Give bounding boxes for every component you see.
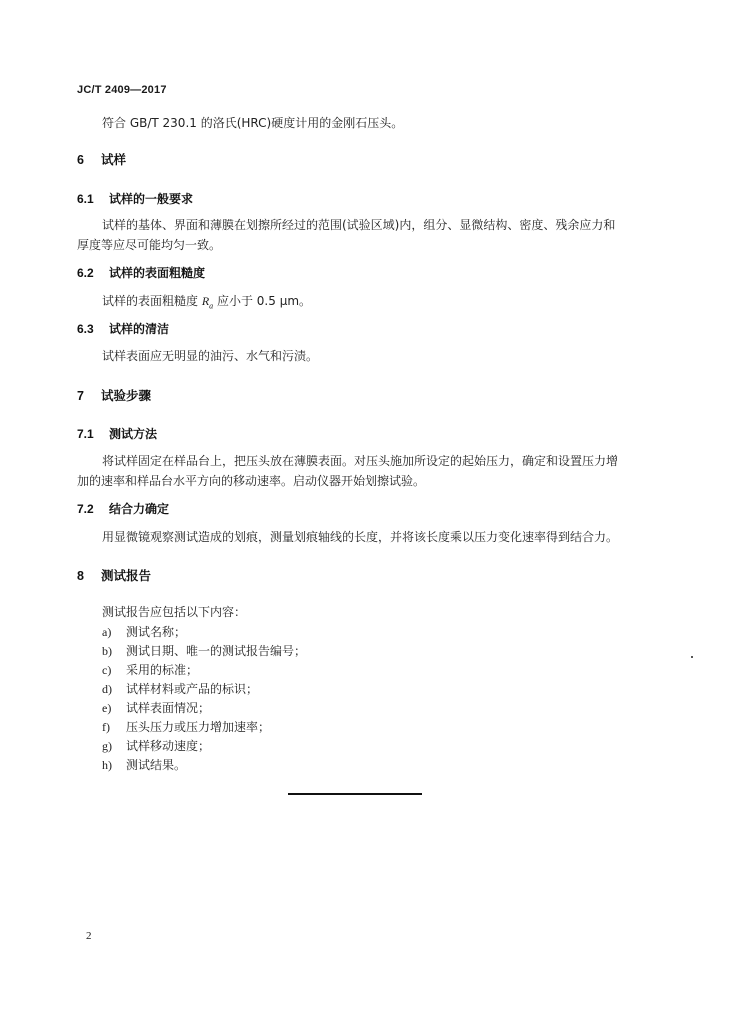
section-number: 7 [77,389,84,403]
section-6-1-text-line-1: 试样的基体、界面和薄膜在划擦所经过的范围(试验区域)内，组分、显微结构、密度、残余应力和 [102,218,616,232]
list-item-text: 测试结果。 [126,758,187,772]
roughness-text-pre: 试样的表面粗糙度 [102,294,202,308]
list-item-text: 压头压力或压力增加速率； [126,720,271,734]
section-6-2-heading [77,264,205,281]
roughness-text-post: 应小于 0.5 μm。 [213,294,312,308]
list-item-text: 测试名称； [126,625,187,639]
section-number: 6 [77,153,84,167]
list-item-label: d) [102,682,112,696]
list-item [102,736,210,756]
section-6-1-text-line-2: 厚度等应尽可能均匀一致。 [77,238,222,252]
section-7-1-text-line-2: 加的速率和样品台水平方向的移动速率。启动仪器开始划擦试验。 [77,474,426,488]
list-item-label: g) [102,739,112,753]
section-6-3-text: 试样表面应无明显的油污、水气和污渍。 [102,349,319,363]
ra-symbol: R [201,294,210,308]
section-6-2-text [102,291,311,316]
section-title: 试样的一般要求 [109,192,194,206]
section-title: 测试报告 [101,568,152,583]
list-item [102,622,186,642]
list-item [102,717,270,737]
section-number: 6.3 [77,322,94,336]
list-item-text: 试样表面情况； [126,701,211,715]
section-6-3-heading [77,320,169,337]
section-number: 6.2 [77,266,94,280]
list-item-label: a) [102,625,112,639]
intro-line: 符合 GB/T 230.1 的洛氏(HRC)硬度计用的金刚石压头。 [102,116,404,130]
list-item-text: 测试日期、唯一的测试报告编号； [126,644,307,658]
list-item-text: 采用的标准； [126,663,199,677]
list-item-label: e) [102,701,112,715]
list-item [102,641,306,661]
section-7-heading [77,386,151,404]
section-number: 7.2 [77,502,94,516]
section-title: 测试方法 [109,427,158,441]
section-number: 8 [77,569,84,583]
section-8-intro: 测试报告应包括以下内容： [102,605,247,619]
section-7-2-heading [77,500,169,517]
section-7-2-text: 用显微镜观察测试造成的划痕，测量划痕轴线的长度，并将该长度乘以压力变化速率得到结合力。 [102,530,619,544]
page-number: 2 [86,930,92,942]
list-item [102,755,186,775]
list-item [102,698,210,718]
list-item-label: b) [102,644,112,658]
document-header: JC/T 2409—2017 [77,84,167,96]
section-title: 试样的清洁 [109,322,170,336]
list-item [102,660,198,680]
scan-speck [691,656,693,658]
section-number: 6.1 [77,192,94,206]
section-6-heading [77,150,126,168]
section-title: 试验步骤 [101,388,152,403]
section-number: 7.1 [77,427,94,441]
ra-subscript: a [209,301,214,311]
end-rule [288,793,422,795]
list-item-label: h) [102,758,112,772]
list-item-label: f) [102,720,110,734]
list-item-text: 试样材料或产品的标识； [126,682,259,696]
section-7-1-heading [77,425,157,442]
section-title: 试样 [101,152,127,167]
section-title: 试样的表面粗糙度 [109,266,206,280]
section-8-heading [77,566,151,584]
section-7-1-text-line-1: 将试样固定在样品台上，把压头放在薄膜表面。对压头施加所设定的起始压力，确定和设置压力增 [102,454,619,468]
list-item-text: 试样移动速度； [126,739,211,753]
list-item-label: c) [102,663,112,677]
section-title: 结合力确定 [109,502,170,516]
list-item [102,679,258,699]
section-6-1-heading [77,190,193,207]
